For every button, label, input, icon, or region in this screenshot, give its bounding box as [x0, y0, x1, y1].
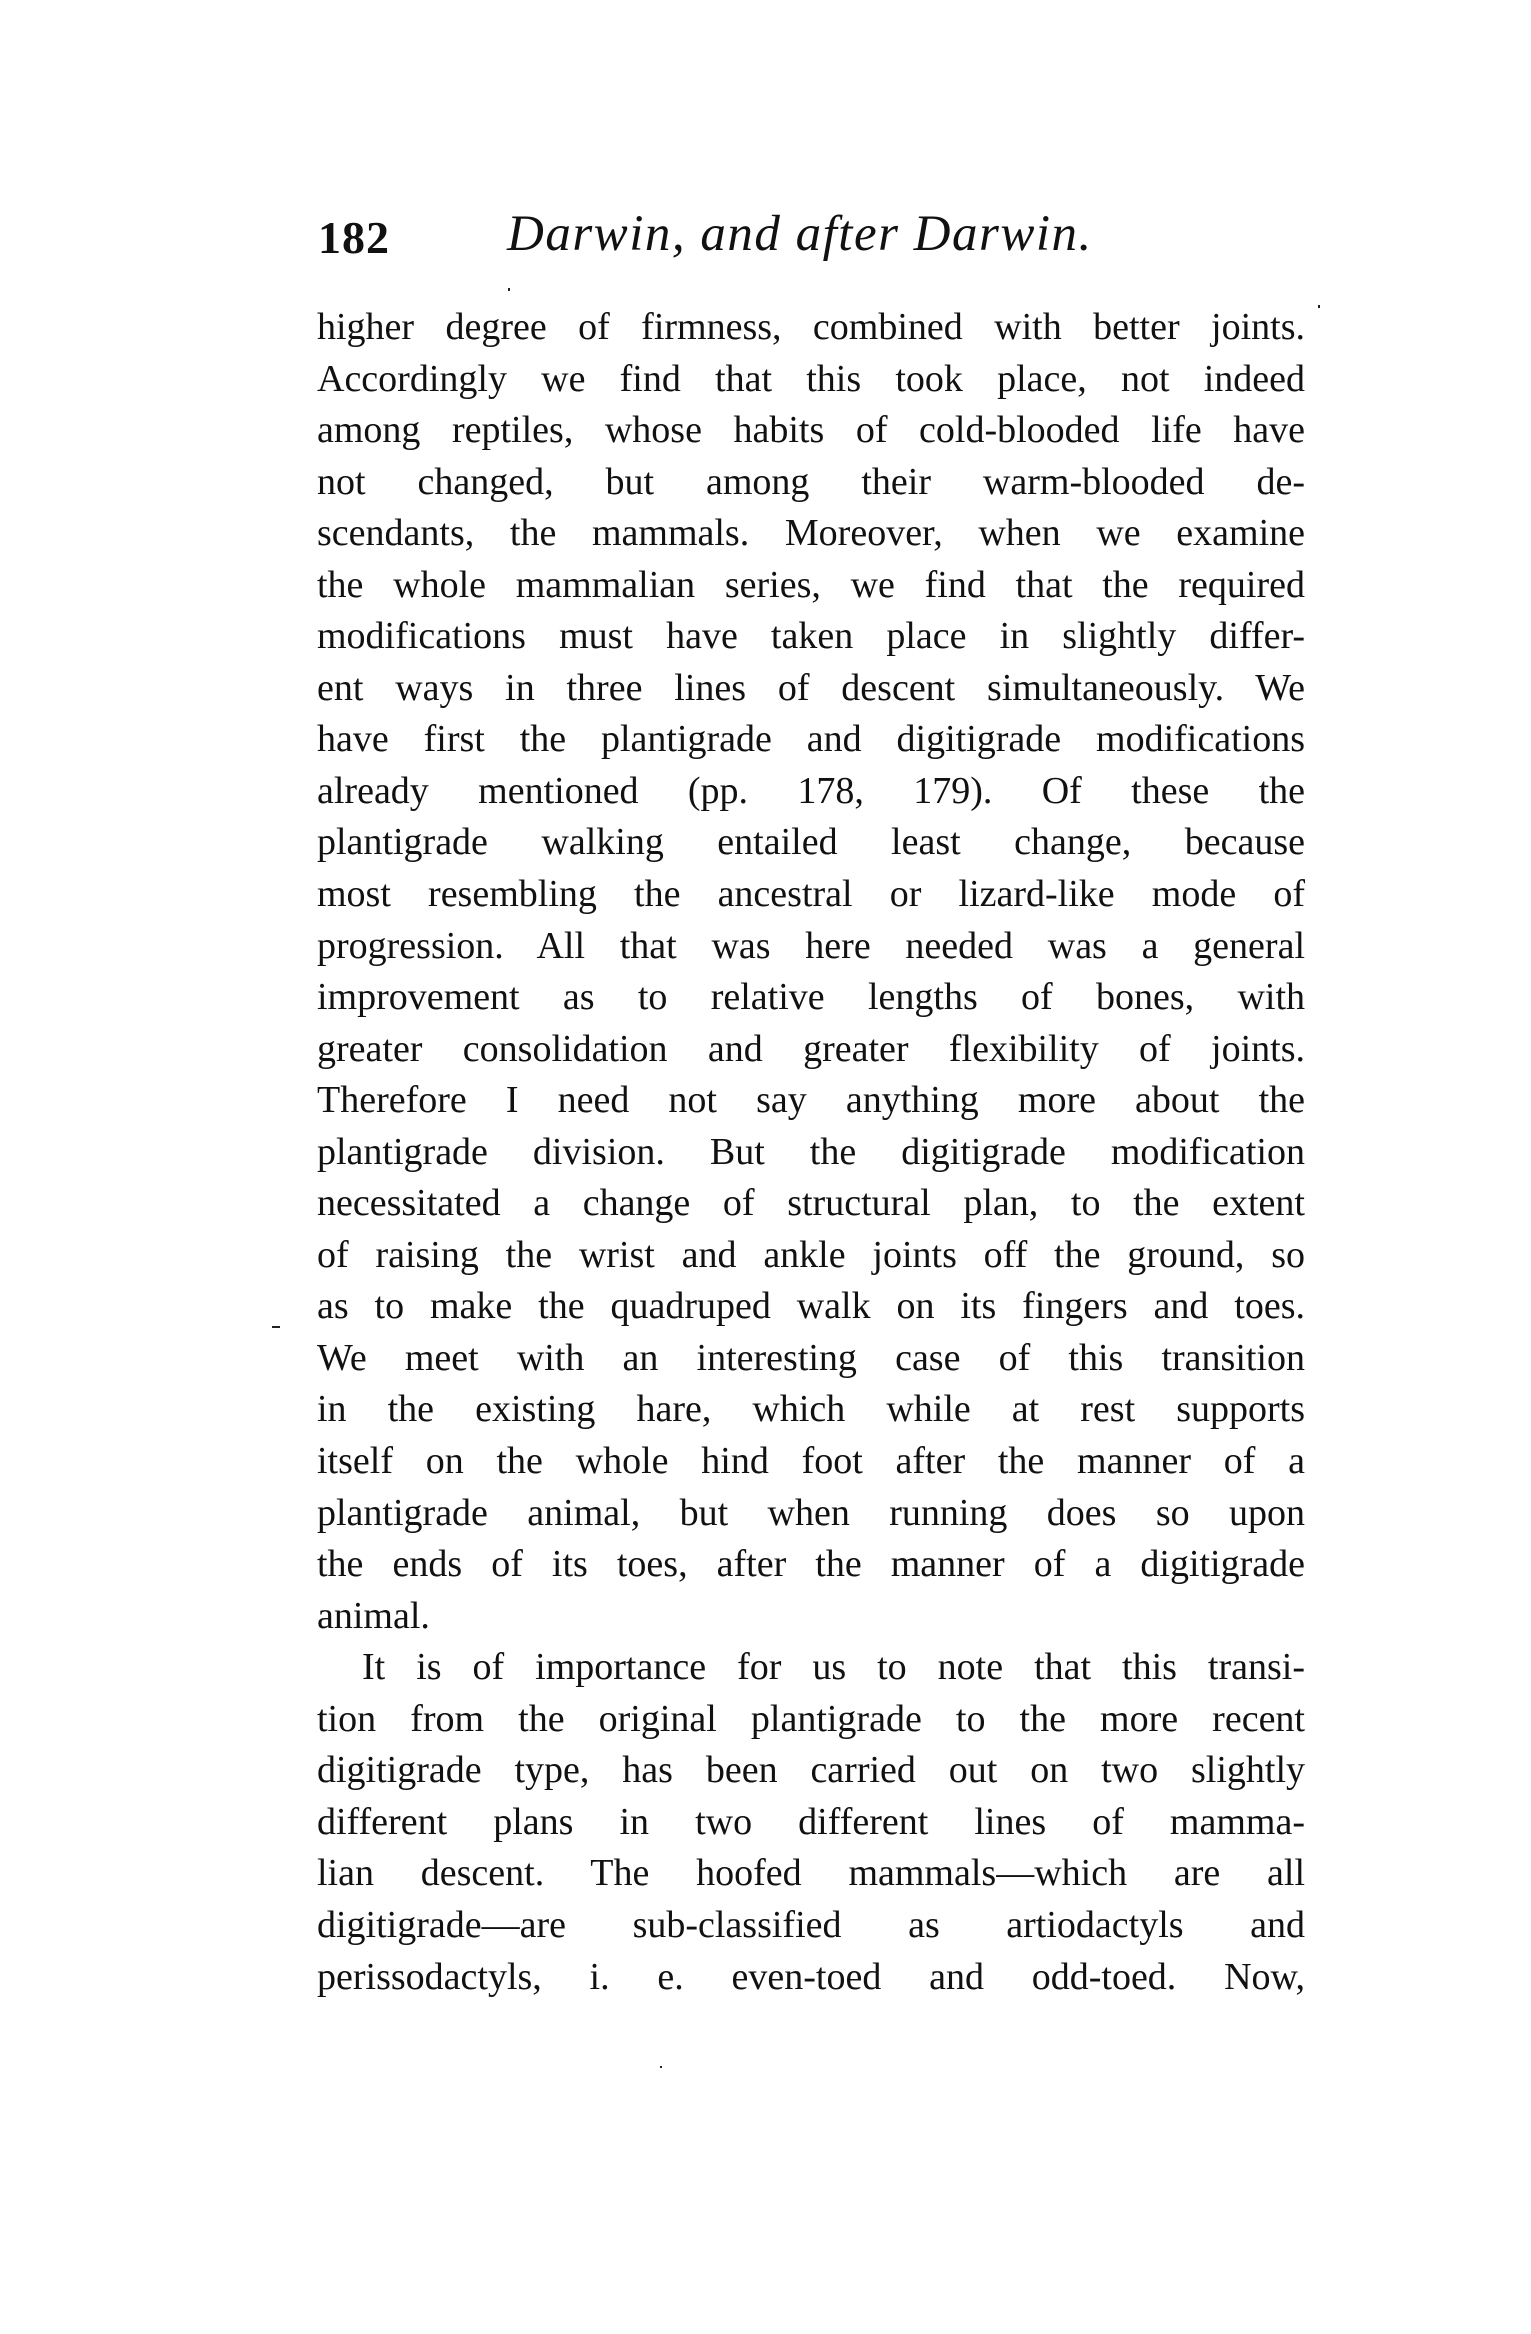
text-line: greater consolidation and greater flexibility of joints.: [317, 1027, 1305, 1070]
text-line: itself on the whole hind foot after the manner of a: [317, 1440, 1305, 1483]
running-head: [318, 205, 1118, 275]
text-line: lian descent. The hoofed mammals—which are all: [317, 1852, 1305, 1895]
page-number: 182: [318, 212, 390, 263]
text-line: the ends of its toes, after the manner of a digitigrade: [317, 1543, 1305, 1586]
text-line: plantigrade animal, but when running does so upon: [317, 1491, 1305, 1534]
running-title: Darwin, and after Darwin.: [507, 206, 1093, 262]
scan-speck: [508, 288, 510, 291]
text-line: higher degree of firmness, combined with better joints.: [317, 306, 1305, 348]
text-line: ent ways in three lines of descent simultaneously. We: [317, 666, 1305, 709]
text-line: Therefore I need not say anything more about the: [317, 1079, 1305, 1122]
text-line: It is of importance for us to note that this transi-: [362, 1646, 1305, 1689]
text-line: Accordingly we find that this took place, not indeed: [317, 357, 1305, 400]
text-line: necessitated a change of structural plan, to the extent: [317, 1182, 1305, 1225]
text-line: digitigrade—are sub-classified as artiodactyls and: [317, 1903, 1305, 1946]
text-line: different plans in two different lines of mamma-: [317, 1800, 1305, 1843]
text-line: modifications must have taken place in slightly differ-: [317, 615, 1305, 658]
body-text: [317, 302, 1305, 2003]
text-line: tion from the original plantigrade to the more recent: [317, 1697, 1305, 1740]
text-line: animal.: [317, 1594, 430, 1637]
text-line: in the existing hare, which while at rest supports: [317, 1388, 1305, 1431]
text-line: the whole mammalian series, we find that the required: [317, 563, 1305, 606]
text-line: We meet with an interesting case of this transition: [317, 1336, 1305, 1379]
text-line: scendants, the mammals. Moreover, when we examine: [317, 512, 1305, 555]
text-line: perissodactyls, i. e. even-toed and odd-toed. Now,: [317, 1955, 1305, 1998]
text-line: as to make the quadruped walk on its fingers and toes.: [317, 1285, 1305, 1328]
text-line: progression. All that was here needed was a general: [317, 924, 1305, 967]
text-line: not changed, but among their warm-blooded de-: [317, 460, 1305, 503]
text-line: already mentioned (pp. 178, 179). Of these the: [317, 769, 1305, 812]
text-line: plantigrade division. But the digitigrade modification: [317, 1130, 1305, 1173]
scan-speck: [1318, 305, 1320, 308]
text-line: among reptiles, whose habits of cold-blooded life have: [317, 409, 1305, 452]
text-line: have first the plantigrade and digitigrade modifications: [317, 718, 1305, 761]
text-line: plantigrade walking entailed least change, because: [317, 821, 1305, 864]
text-line: of raising the wrist and ankle joints off the ground, so: [317, 1233, 1305, 1276]
text-line: digitigrade type, has been carried out on two slightly: [317, 1749, 1305, 1792]
scan-speck: [660, 2066, 662, 2068]
text-line: most resembling the ancestral or lizard-like mode of: [317, 873, 1305, 916]
scan-speck: [272, 1326, 280, 1328]
text-line: improvement as to relative lengths of bones, with: [317, 976, 1305, 1019]
